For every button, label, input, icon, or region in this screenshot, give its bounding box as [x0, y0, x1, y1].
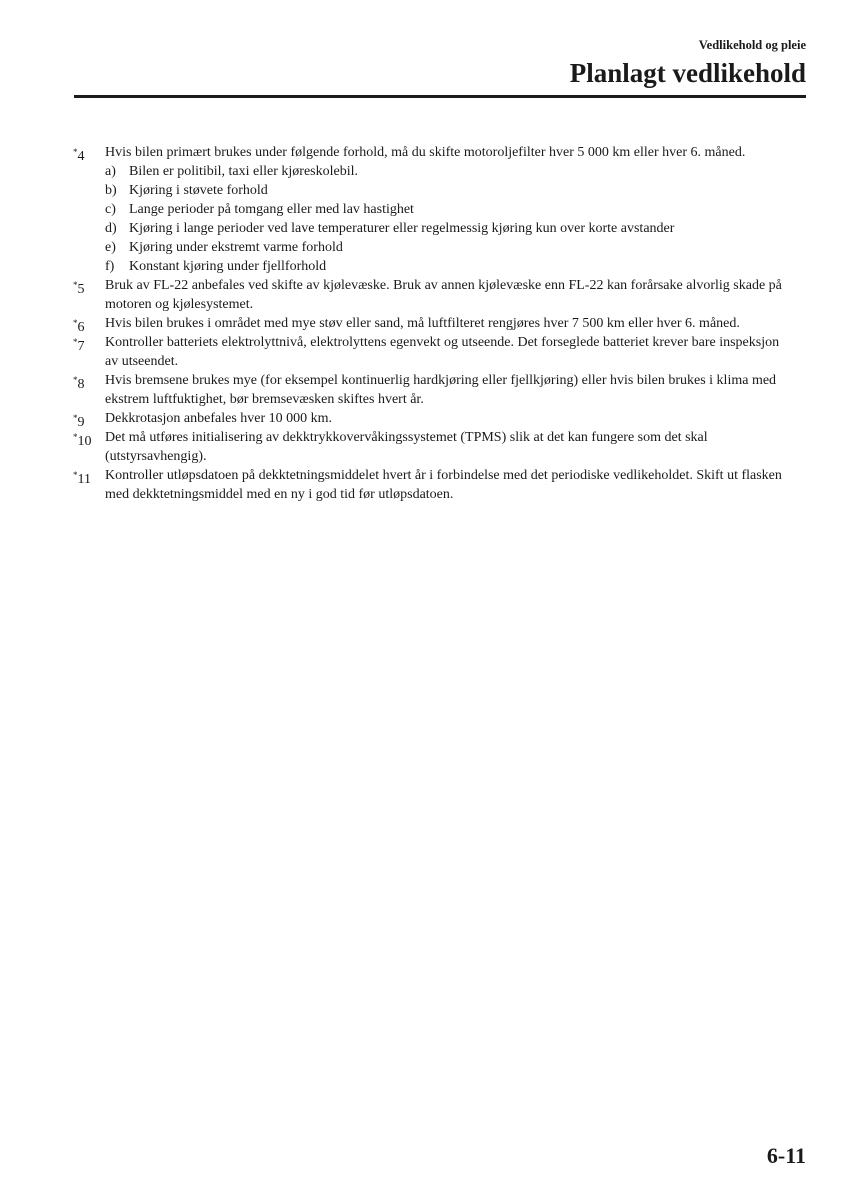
condition-item [105, 181, 793, 200]
condition-item [105, 162, 793, 181]
condition-text: Bilen er politibil, taxi eller kjøreskolebil. [129, 164, 359, 179]
footnote-7 [73, 333, 793, 371]
condition-item [105, 219, 793, 238]
footnote-marker: *10 [73, 432, 92, 449]
footnote-marker: *5 [73, 280, 85, 297]
footnote-marker: *7 [73, 337, 85, 354]
footnote-marker: *4 [73, 147, 85, 164]
footnote-marker: *6 [73, 318, 85, 335]
footnote-text: Dekkrotasjon anbefales hver 10 000 km. [105, 411, 333, 426]
footnote-8 [73, 371, 793, 409]
condition-marker: d) [105, 221, 117, 236]
condition-item [105, 257, 793, 276]
footnote-6 [73, 314, 793, 333]
page-title: Planlagt vedlikehold [569, 58, 806, 88]
footnote-text: Det må utføres initialisering av dekktrykkovervåkingssystemet (TPMS) slik at det kan fungere som det skal (utstyrsavhengig). [105, 430, 708, 464]
condition-text: Kjøring i støvete forhold [129, 183, 268, 198]
condition-marker: f) [105, 259, 115, 274]
condition-text: Kjøring i lange perioder ved lave temperaturer eller regelmessig kjøring kun over korte avstander [129, 221, 675, 236]
header-divider [74, 95, 806, 98]
footnote-text: Hvis bremsene brukes mye (for eksempel kontinuerlig hardkjøring eller fjellkjøring) eller hvis bilen brukes i klima med ekstrem luftfuktighet, bør bremsevæsken skiftes hvert år. [105, 373, 777, 407]
condition-list [105, 162, 793, 276]
footnote-text: Hvis bilen brukes i området med mye støv eller sand, må luftfilteret rengjøres hver 7 500 km eller hver 6. måned. [105, 316, 740, 331]
footnote-marker: *8 [73, 375, 85, 392]
footnote-list [73, 143, 793, 504]
page-number: 6-11 [766, 1143, 806, 1168]
condition-text: Lange perioder på tomgang eller med lav hastighet [129, 202, 414, 217]
footnote-marker: *9 [73, 413, 85, 430]
section-name: Vedlikehold og pleie [698, 38, 806, 52]
page-header [74, 36, 806, 90]
condition-marker: b) [105, 183, 117, 198]
footnote-text: Kontroller utløpsdatoen på dekktetningsmiddelet hvert år i forbindelse med det periodiske vedlikeholdet. Skift ut flasken med dekktetningsmiddel med en ny i god tid før utløpsdatoen. [105, 468, 782, 502]
condition-marker: a) [105, 164, 116, 179]
condition-text: Konstant kjøring under fjellforhold [129, 259, 327, 274]
condition-item [105, 200, 793, 219]
footnote-4 [73, 143, 793, 276]
footnote-text: Hvis bilen primært brukes under følgende forhold, må du skifte motoroljefilter hver 5 000 km eller hver 6. måned. [105, 145, 746, 160]
condition-marker: e) [105, 240, 116, 255]
footnote-10 [73, 428, 793, 466]
footnote-11 [73, 466, 793, 504]
condition-marker: c) [105, 202, 116, 217]
footnote-5 [73, 276, 793, 314]
condition-item [105, 238, 793, 257]
footnote-marker: *11 [73, 470, 91, 487]
condition-text: Kjøring under ekstremt varme forhold [129, 240, 343, 255]
footnote-text: Bruk av FL-22 anbefales ved skifte av kjølevæske. Bruk av annen kjølevæske enn FL-22 kan forårsake alvorlig skade på motoren og kjølesystemet. [105, 278, 782, 312]
footnote-9 [73, 409, 793, 428]
footnote-text: Kontroller batteriets elektrolyttnivå, elektrolyttens egenvekt og utseende. Det forseglede batteriet krever bare inspeksjon av utseendet. [105, 335, 780, 369]
